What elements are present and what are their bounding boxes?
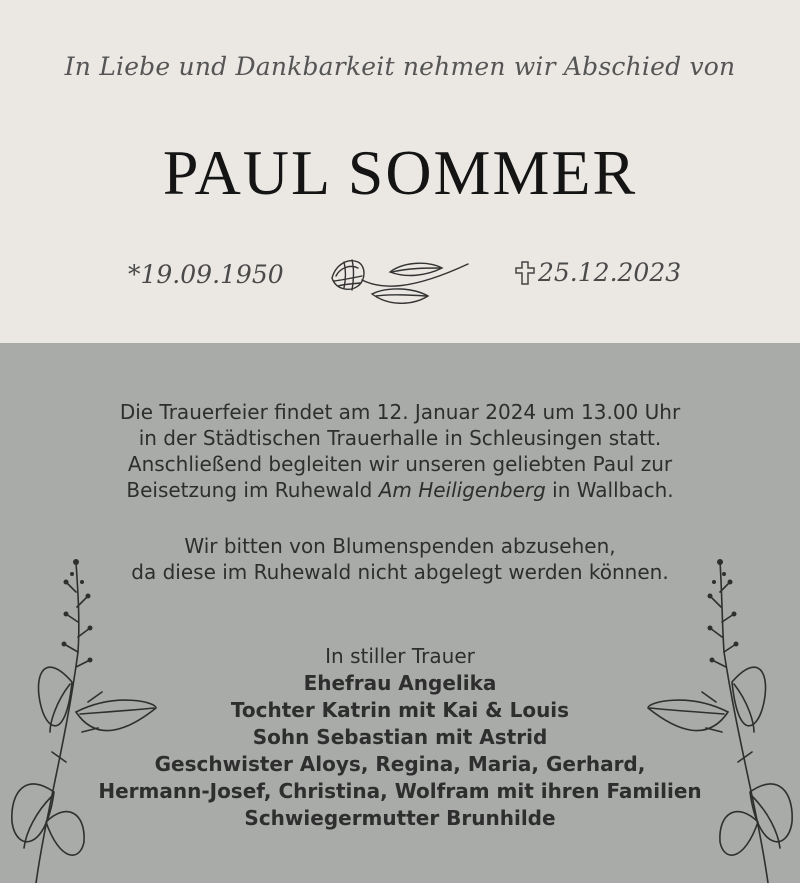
flower-icon	[322, 250, 472, 312]
plant-icon	[638, 552, 798, 883]
mourner-name: Tochter Katrin mit Kai & Louis	[230, 698, 570, 722]
forest-place-name: Am Heiligenberg	[378, 478, 546, 502]
plant-icon	[6, 552, 166, 883]
mourner-name: Ehefrau Angelika	[303, 671, 497, 695]
ceremony-line-4-start: Beisetzung im Ruhewald	[126, 478, 379, 502]
death-date: 25.12.2023	[538, 258, 682, 287]
mourner-name: Sohn Sebastian mit Astrid	[252, 725, 548, 749]
ceremony-line-1: Die Trauerfeier findet am 12. Januar 2024 um 13.00 Uhr	[119, 400, 681, 424]
mourner-name: Hermann-Josef, Christina, Wolfram mit ihren Familien	[98, 779, 702, 803]
flower-request-line-2: da diese im Ruhewald nicht abgelegt werden können.	[131, 560, 669, 584]
mourners-lead: In stiller Trauer	[325, 644, 475, 668]
intro-text: In Liebe und Dankbarkeit nehmen wir Abschied von	[64, 52, 736, 81]
deceased-name: PAUL SOMMER	[162, 137, 638, 208]
mourner-name: Geschwister Aloys, Regina, Maria, Gerhard,	[154, 752, 646, 776]
death-date-group	[514, 258, 681, 287]
mourner-name: Schwiegermutter Brunhilde	[244, 806, 556, 830]
flower-request-line-1: Wir bitten von Blumenspenden abzusehen,	[184, 534, 616, 558]
ceremony-line-2: in der Städtischen Trauerhalle in Schleusingen statt.	[138, 426, 662, 450]
birth-date: *19.09.1950	[128, 260, 284, 289]
ceremony-paragraph	[0, 399, 800, 503]
ceremony-line-4	[0, 477, 800, 503]
cross-icon	[514, 260, 536, 286]
ceremony-line-3: Anschließend begleiten wir unseren geliebten Paul zur	[127, 452, 673, 476]
ceremony-line-4-end: in Wallbach.	[545, 478, 674, 502]
